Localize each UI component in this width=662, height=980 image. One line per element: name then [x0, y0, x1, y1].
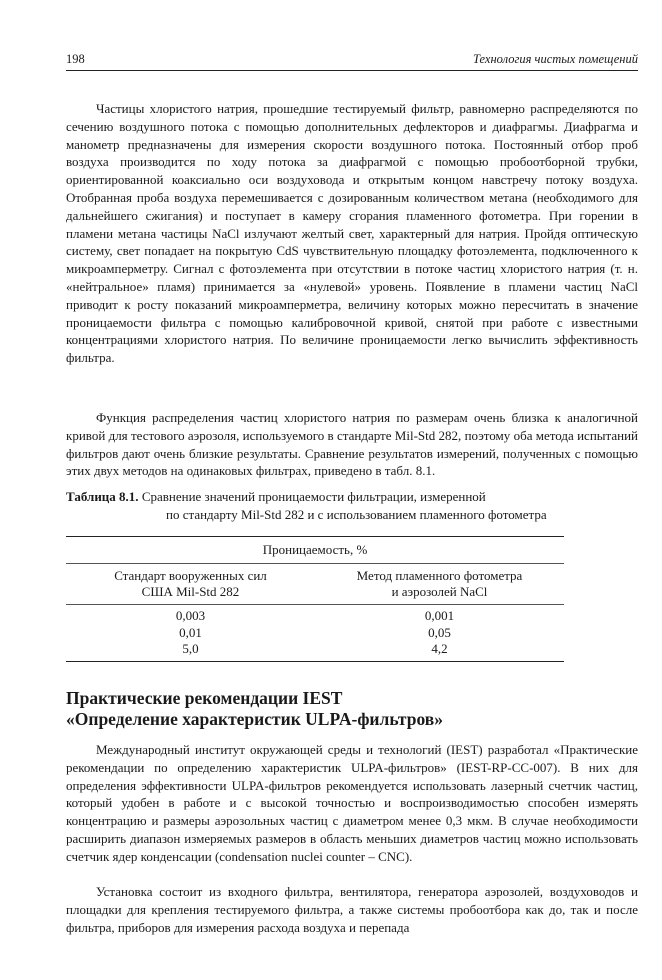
cell-flame: 0,05: [428, 624, 451, 640]
cell-mil-std: 0,003: [175, 608, 206, 623]
table-column-headers: [66, 564, 564, 604]
table-caption: [66, 488, 638, 524]
cell-mil-std: 5,0: [182, 641, 199, 656]
paragraph-text: Частицы хлористого натрия, прошедшие тестируемый фильтр, равномерно распределяются по сечению воздушного потока с помощью дополнительных дефлекторов и диафрагмы. Диафрагма и манометр предназначены для измерения скорости воздушного потока. Постоянный отбор проб воздуха производится по ходу потока за диафрагмой с помощью пробоотборной трубки, ориентированной коаксиально оси воздуховода и открытым концом навстречу потоку воздуха. Отобранная проба воздуха перемешивается с дозированным количеством метана (необходимого для дальнейшего сжигания) и поступает в камеру сгорания пламенного фотометра. При горении в пламени метана частицы NaCl излучают желтый свет, характерный для натрия. Пройдя оптическую систему, свет попадает на покрытую CdS чувствительную площадку фотоэлемента, подключенного к микроамперметру. Сигнал с фотоэлемента при отсутствии в потоке частиц хлористого натрия (т. н. «нейтральное» пламя) принимается за «нулевой» уровень. Появление в пламени частиц NaCl приводит к росту показаний микроамперметра, величину которых можно пересчитать в значение проницаемости фильтра с помощью калибровочной кривой, снятой при работе с известными концентрациями хлористого натрия. По величине проницаемости легко вычислить эффективность фильтра.: [66, 101, 638, 366]
cell-flame: 4,2: [431, 641, 448, 656]
table-row: [66, 641, 564, 658]
cell-mil-std: 0,01: [179, 624, 202, 640]
page-number: 198: [66, 52, 85, 66]
table-row: [66, 608, 564, 625]
column-header-line: Метод пламенного фотометра: [356, 568, 523, 583]
table-body: [66, 605, 564, 661]
table-label: Таблица 8.1.: [66, 489, 139, 504]
column-header-mil-std: [66, 568, 315, 600]
section-heading-line1: Практические рекомендации IEST: [66, 688, 343, 708]
column-header-line: Стандарт вооруженных сил: [114, 568, 267, 583]
running-title: Технология чистых помещений: [473, 52, 638, 66]
table-caption-line1: [66, 488, 638, 506]
paragraph-text: Функция распределения частиц хлористого натрия по размерам очень близка к аналогичной кривой для тестового аэрозоля, используемого в стандарте Mil-Std 282, поэтому оба метода испытаний фильтров дают очень близкие результаты. Сравнение результатов измерений, полученных с помощью этих двух методов на одинаковых фильтрах, приведено в табл. 8.1.: [66, 410, 638, 479]
cell-flame: 0,001: [424, 608, 455, 623]
table-bottom-rule: [66, 661, 564, 662]
paragraph-iest-recommendations: [66, 741, 638, 866]
section-heading-line2: «Определение характеристик ULPA-фильтров»: [66, 709, 443, 729]
table-caption-line2: по стандарту Mil-Std 282 и с использованием пламенного фотометра: [166, 507, 547, 522]
column-header-line: и аэрозолей NaCl: [391, 584, 488, 599]
paragraph-text: Международный институт окружающей среды и технологий (IEST) разработал «Практические рекомендации по определению характеристик ULPA-фильтров» (IEST-RP-CC-007). В них для определения эффективности ULPA-фильтров рекомендуется использовать лазерный счетчик частиц, который удобен в работе и с высокой точностью и воспроизводимостью способен измерять концентрацию и размеры аэрозольных частиц с диаметром менее 0,3 мкм. В случае необходимости расширить диапазон измеряемых размеров в область меньших диаметров частиц можно использовать счетчик ядер конденсации (condensation nuclei counter – CNC).: [66, 742, 638, 864]
paragraph-distribution-function: [66, 409, 638, 480]
paragraph-text: Установка состоит из входного фильтра, вентилятора, генератора аэрозолей, воздуховодов и площадки для крепления тестируемого фильтра, а также системы пробоотбора как до, так и после фильтра, приборов для измерения расхода воздуха и перепада: [66, 884, 638, 935]
permeability-table: [66, 536, 564, 662]
column-header-line: США Mil-Std 282: [141, 584, 240, 599]
paragraph-sodium-chloride-method: [66, 100, 638, 367]
column-header-flame-photometer: [315, 568, 564, 600]
paragraph-test-setup: [66, 883, 638, 936]
section-heading: [66, 688, 638, 730]
running-header: [66, 52, 638, 71]
table-caption-text: Сравнение значений проницаемости фильтрации, измеренной: [141, 489, 486, 504]
table-row: [66, 625, 564, 642]
table-group-header: Проницаемость, %: [262, 542, 368, 557]
